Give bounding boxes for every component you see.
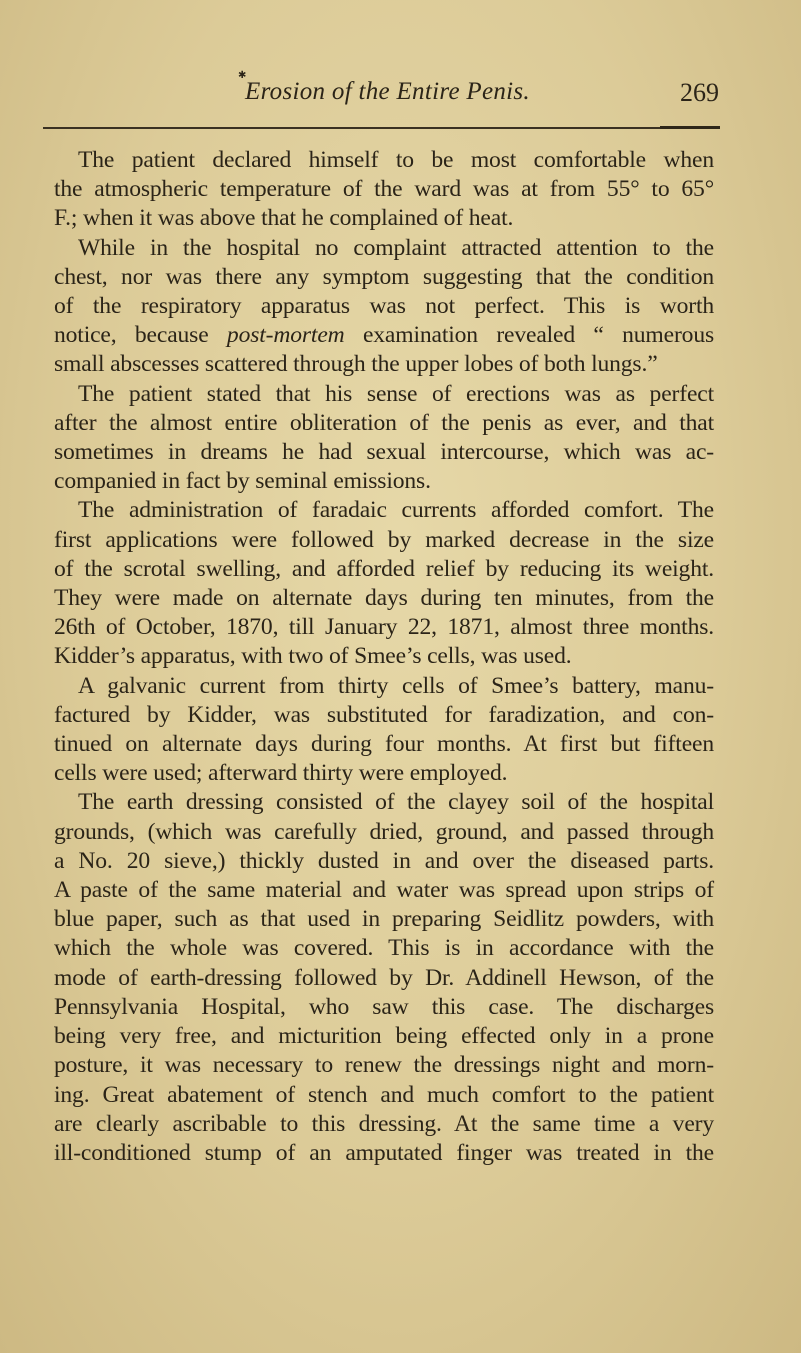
text-line: F.; when it was above that he complained of heat. [54,205,514,232]
text-line: chest, nor was there any symptom suggesting that the condition [54,263,714,290]
text-line: companied in fact by seminal emissions. [54,468,431,495]
text-line: blue paper, such as that used in preparing Seidlitz powders, with [54,906,714,933]
text-line: Kidder’s apparatus, with two of Smee’s cells, was used. [54,643,572,670]
text-line: being very free, and micturition being effected only in a prone [54,1023,714,1050]
text-line: The earth dressing consisted of the clayey soil of the hospital [78,789,714,816]
body-text [54,146,714,1168]
text-line [54,321,714,350]
text-line: posture, it was necessary to renew the dressings night and morn- [54,1052,714,1079]
text-line: The patient declared himself to be most comfortable when [78,147,714,173]
running-head: Erosion of the Entire Penis. [245,78,530,105]
text-line: cells were used; afterward thirty were employed. [54,760,508,787]
text-line: While in the hospital no complaint attracted attention to the [78,234,714,261]
text-line: the atmospheric temperature of the ward was at from 55° to 65° [54,176,714,203]
text-line: of the respiratory apparatus was not perfect. This is worth [54,293,714,320]
text-run: examination revealed “ numerous [344,322,714,349]
header-rule [43,127,718,129]
printer-mark: ✱ [238,70,247,81]
italic-term: post-mortem [226,322,345,349]
text-line: are clearly ascribable to this dressing. At the same time a very [54,1110,714,1137]
text-line: first applications were followed by marked decrease in the size [54,526,714,553]
text-line: tinued on alternate days during four months. At first but fifteen [54,731,714,758]
text-line: factured by Kidder, was substituted for faradization, and con- [54,701,714,728]
text-line: Pennsylvania Hospital, who saw this case. The discharges [54,993,714,1020]
page-header [0,76,801,116]
text-line: A galvanic current from thirty cells of Smee’s battery, manu- [78,672,714,699]
text-line: sometimes in dreams he had sexual intercourse, which was ac- [54,439,714,466]
text-line: 26th of October, 1870, till January 22, 1871, almost three months. [54,614,714,641]
text-line: after the almost entire obliteration of the penis as ever, and that [54,409,714,436]
text-line: of the scrotal swelling, and afforded relief by reducing its weight. [54,555,714,582]
text-line: A paste of the same material and water was spread upon strips of [54,877,714,904]
text-line: ill-conditioned stump of an amputated finger was treated in the [54,1139,714,1166]
text-line: The patient stated that his sense of erections was as perfect [78,380,714,407]
text-line: ing. Great abatement of stench and much comfort to the patient [54,1081,714,1108]
text-run: notice, because [54,322,227,349]
text-line: small abscesses scattered through the upper lobes of both lungs.” [54,351,658,378]
text-line: grounds, (which was carefully dried, ground, and passed through [54,818,714,845]
text-line: The administration of faradaic currents afforded comfort. The [78,497,714,524]
text-line: mode of earth-dressing followed by Dr. Addinell Hewson, of the [54,964,714,991]
text-line: a No. 20 sieve,) thickly dusted in and over the diseased parts. [54,847,714,874]
text-line: which the whole was covered. This is in accordance with the [54,935,714,962]
page-number: 269 [680,78,719,107]
text-line: They were made on alternate days during ten minutes, from the [54,585,714,612]
